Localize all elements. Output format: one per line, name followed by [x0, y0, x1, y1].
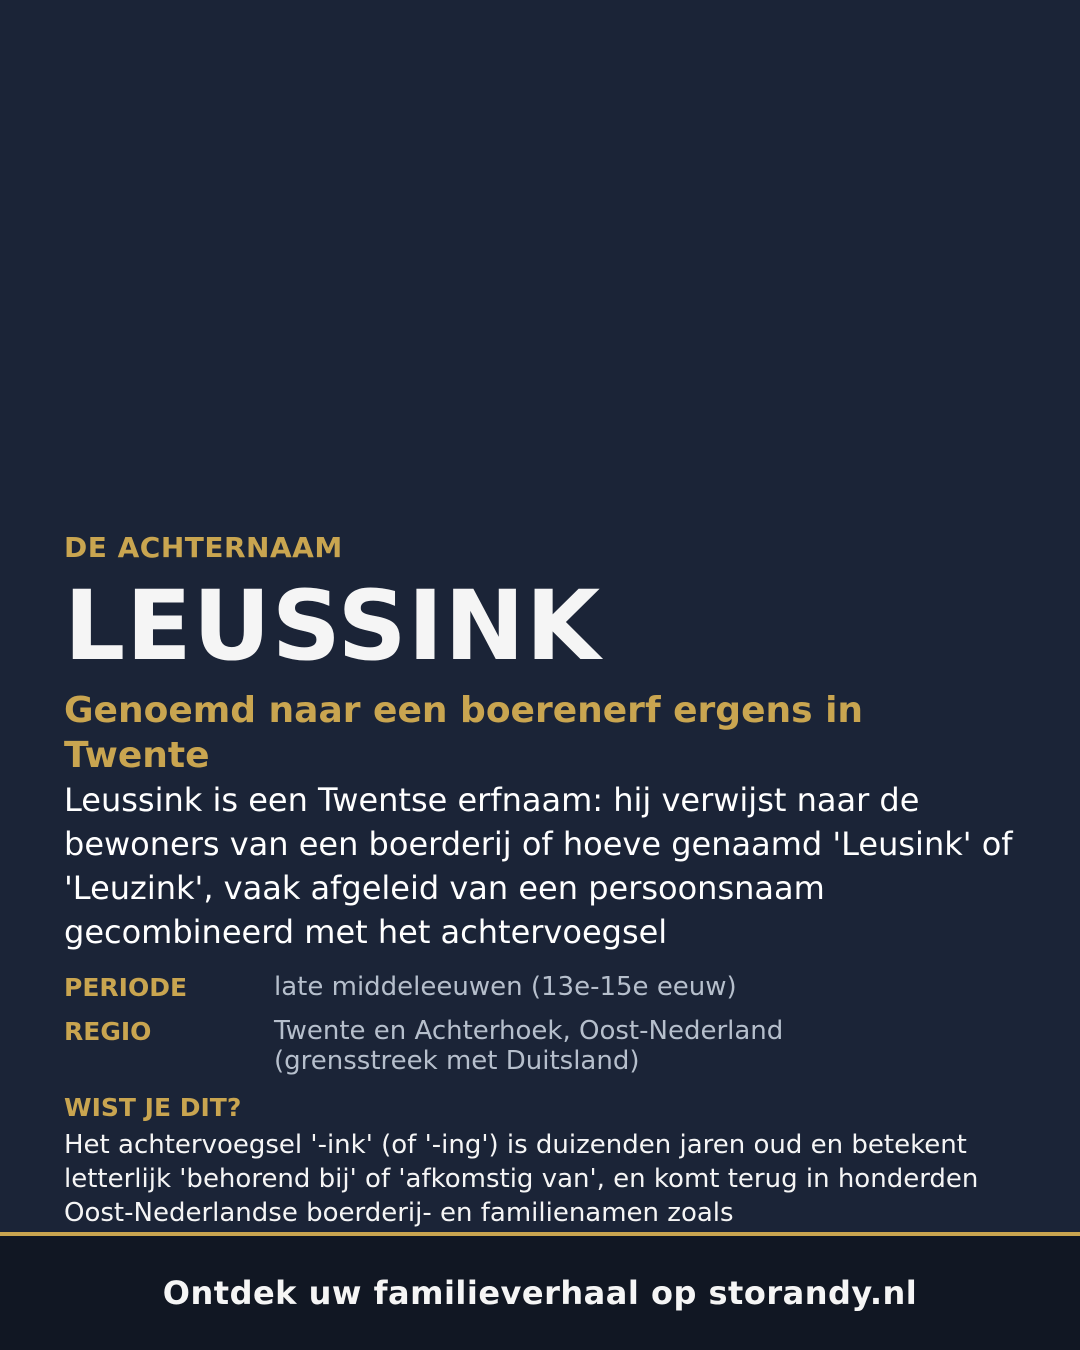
facts-list [64, 972, 1020, 1076]
eyebrow-label: DE ACHTERNAAM [64, 531, 343, 564]
footer-banner[interactable] [0, 1232, 1080, 1350]
fact-row-periode [64, 972, 1020, 1004]
fact-row-regio [64, 1016, 1020, 1076]
tagline: Genoemd naar een boerenerf ergens in Twente [64, 690, 864, 776]
footer-cta-link[interactable]: Ontdek uw familieverhaal op storandy.nl [162, 1274, 918, 1312]
surname-title: LEUSSINK [64, 570, 602, 682]
fact-value: late middeleeuwen (13e-15e eeuw) [274, 972, 737, 1002]
fact-label: REGIO [64, 1017, 152, 1046]
trivia-text: Het achtervoegsel '-ink' (of '-ing') is duizenden jaren oud en betekent letterlijk 'behorend bij' of 'afkomstig van', en komt terug in honderden Oost-Nederlandse boerderij- en familienamen zoals [64, 1130, 979, 1228]
fact-value: Twente en Achterhoek, Oost-Nederland (grensstreek met Duitsland) [274, 1016, 784, 1076]
surname-card [64, 528, 1020, 1230]
fact-label: PERIODE [64, 973, 188, 1002]
trivia-label: WIST JE DIT? [64, 1093, 242, 1122]
description-text: Leussink is een Twentse erfnaam: hij verwijst naar de bewoners van een boerderij of hoeve genaamd 'Leusink' of 'Leuzink', vaak afgeleid van een persoonsnaam gecombineerd met het achtervoegsel [64, 781, 1013, 951]
